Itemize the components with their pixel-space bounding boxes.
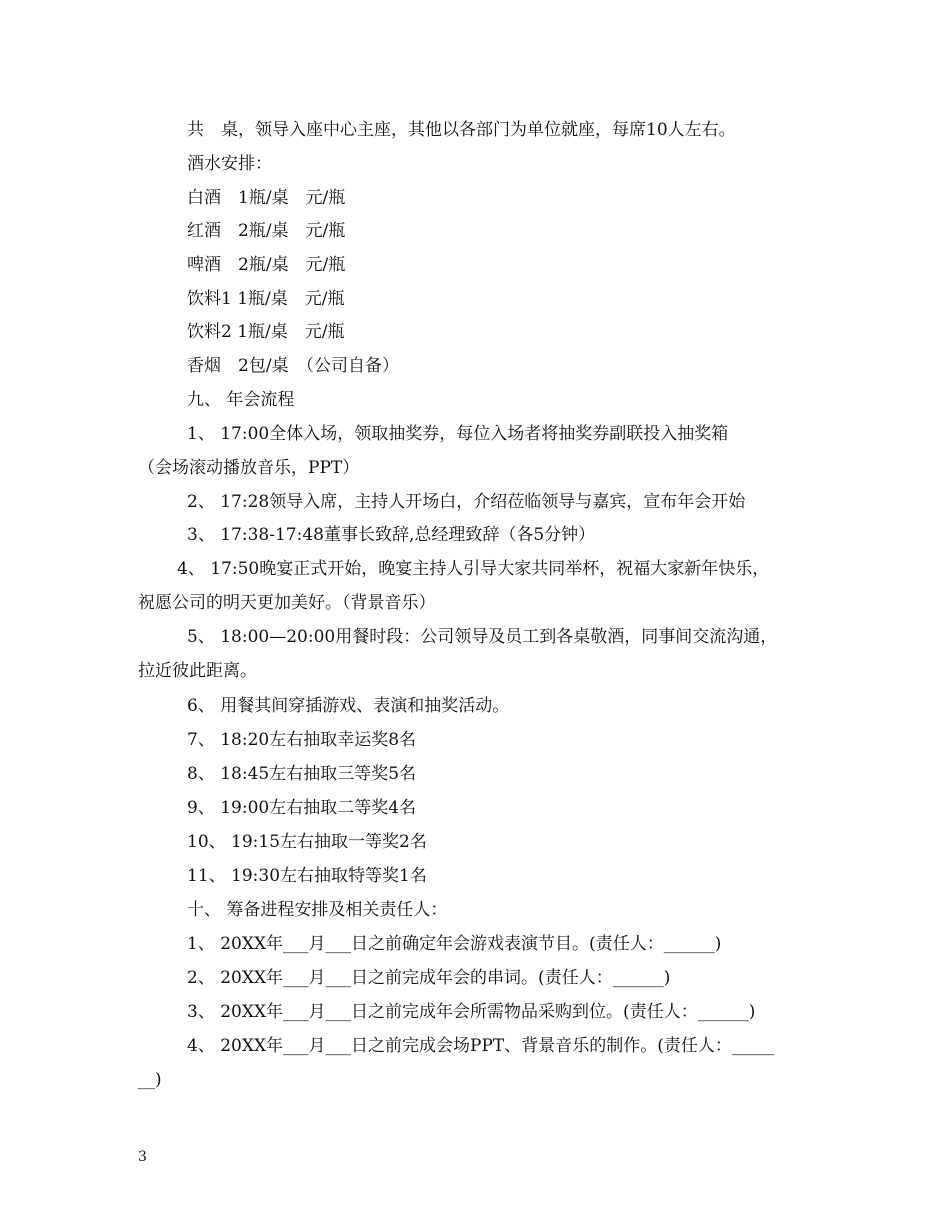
text-line-prep-4: 4、 20XX年___月___日之前完成会场PPT、背景音乐的制作。(责任人：_____ (187, 1036, 775, 1056)
text-line-flow-2: 2、 17:28领导入席，主持人开场白，介绍莅临领导与嘉宾，宣布年会开始 (187, 492, 746, 512)
text-line-cigarettes: 香烟 2包/桌 （公司自备） (187, 356, 400, 376)
text-line-seating: 共 桌，领导入座中心主座，其他以各部门为单位就座，每席10人左右。 (187, 120, 736, 140)
text-line-prep-4-cont: __) (138, 1070, 162, 1090)
text-line-prep-1: 1、 20XX年___月___日之前确定年会游戏表演节目。(责任人：______) (187, 934, 722, 954)
text-line-flow-8: 8、 18:45左右抽取三等奖5名 (187, 764, 417, 784)
text-line-flow-5-cont: 拉近彼此距离。 (138, 661, 257, 681)
text-line-flow-9: 9、 19:00左右抽取二等奖4名 (187, 798, 417, 818)
text-line-prep-2: 2、 20XX年___月___日之前完成年会的串词。(责任人：______) (187, 968, 671, 988)
section-heading-ten: 十、 筹备进程安排及相关责任人： (187, 900, 448, 920)
text-line-flow-6: 6、 用餐其间穿插游戏、表演和抽奖活动。 (187, 696, 510, 716)
text-line-flow-1-cont: （会场滚动播放音乐，PPT） (138, 458, 360, 478)
text-line-flow-4: 4、 17:50晚宴正式开始，晚宴主持人引导大家共同举杯，祝福大家新年快乐， (177, 559, 770, 579)
text-line-red-wine: 红酒 2瓶/桌 元/瓶 (187, 221, 346, 241)
section-heading-nine: 九、 年会流程 (187, 390, 295, 410)
text-line-flow-1: 1、 17:00全体入场，领取抽奖券，每位入场者将抽奖券副联投入抽奖箱 (187, 424, 729, 444)
text-line-flow-4-cont: 祝愿公司的明天更加美好。（背景音乐） (138, 593, 436, 613)
page-number: 3 (138, 1149, 147, 1165)
text-line-flow-3: 3、 17:38-17:48董事长致辞,总经理致辞（各5分钟） (187, 525, 596, 545)
text-line-flow-10: 10、 19:15左右抽取一等奖2名 (187, 832, 427, 852)
text-line-flow-11: 11、 19:30左右抽取特等奖1名 (187, 866, 427, 886)
text-line-baijiu: 白酒 1瓶/桌 元/瓶 (187, 188, 346, 208)
text-line-flow-5: 5、 18:00—20:00用餐时段：公司领导及员工到各桌敬酒，同事间交流沟通， (187, 627, 778, 647)
text-line-prep-3: 3、 20XX年___月___日之前完成年会所需物品采购到位。(责任人：______) (187, 1002, 756, 1022)
text-line-drink-2: 饮料2 1瓶/桌 元/瓶 (187, 322, 345, 342)
text-line-drink-1: 饮料1 1瓶/桌 元/瓶 (187, 289, 345, 309)
text-line-flow-7: 7、 18:20左右抽取幸运奖8名 (187, 730, 417, 750)
text-line-beer: 啤酒 2瓶/桌 元/瓶 (187, 255, 346, 275)
text-line-drinks-heading: 酒水安排： (187, 154, 272, 174)
